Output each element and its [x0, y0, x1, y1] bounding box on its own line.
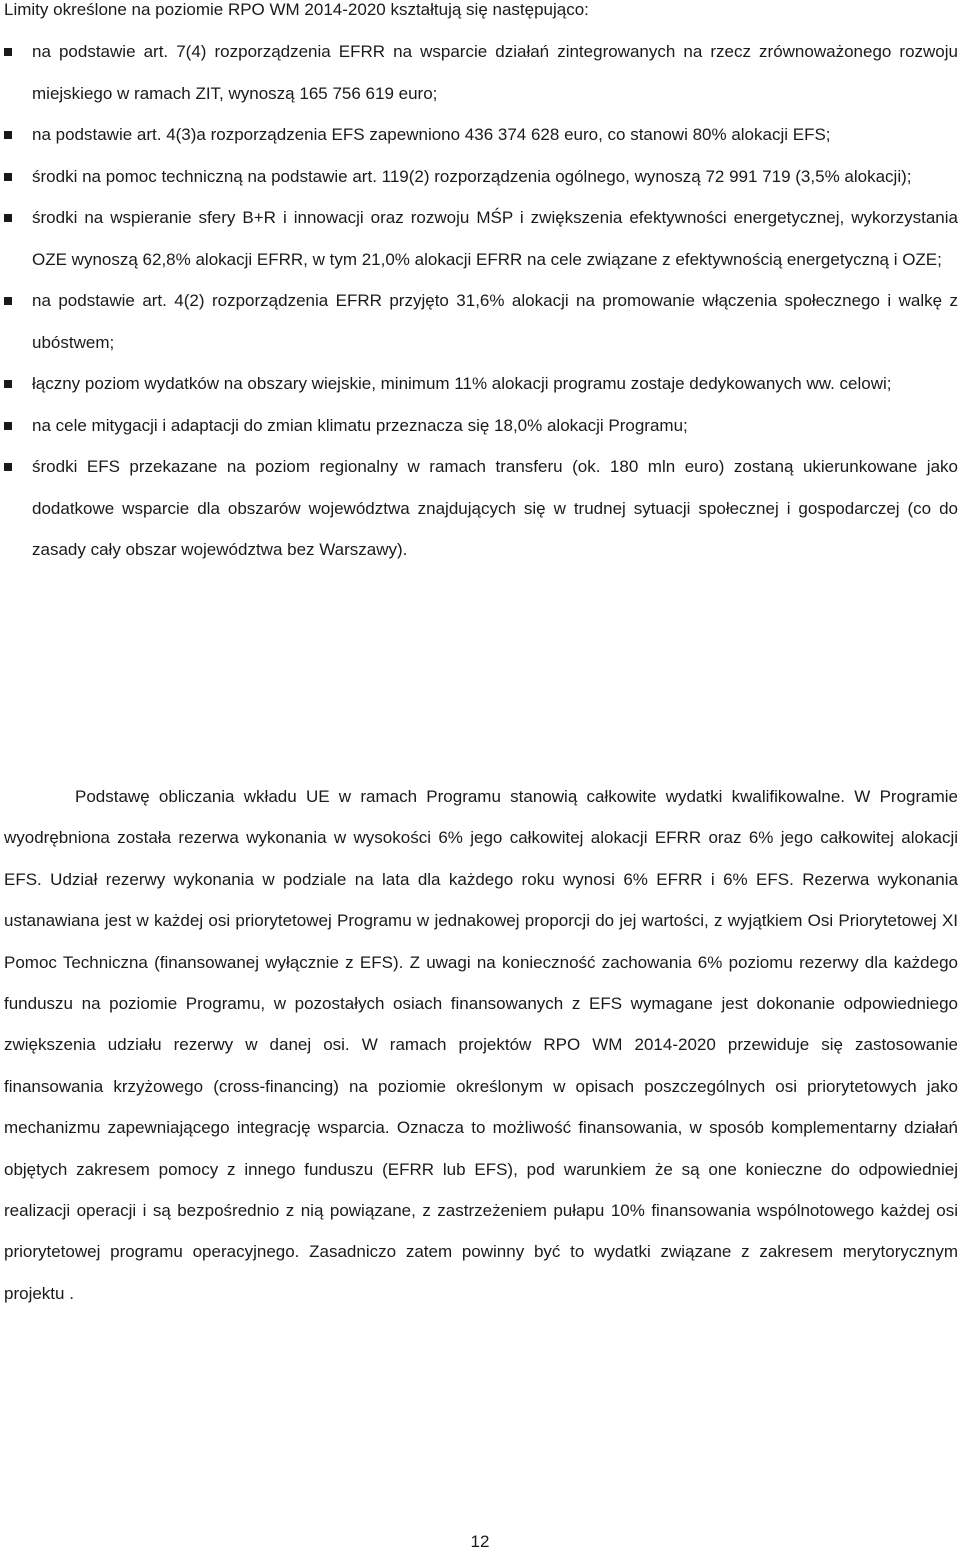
list-item-text: na podstawie art. 7(4) rozporządzenia EFRR na wsparcie działań zintegrowanych na rzecz zrównoważonego rozwoju miejskiego w ramach ZIT, wynoszą 165 756 619 euro; [32, 42, 958, 103]
list-item-text: na podstawie art. 4(3)a rozporządzenia EFS zapewniono 436 374 628 euro, co stanowi 80% alokacji EFS; [32, 125, 831, 144]
list-item [0, 31, 958, 114]
list-item [0, 280, 958, 363]
square-bullet-icon [4, 131, 12, 139]
square-bullet-icon [4, 297, 12, 305]
list-item-text: środki na pomoc techniczną na podstawie art. 119(2) rozporządzenia ogólnego, wynoszą 72 991 719 (3,5% alokacji); [32, 166, 912, 186]
body-paragraph: Podstawę obliczania wkładu UE w ramach Programu stanowią całkowite wydatki kwalifikowalne. W Programie wyodrębniona została rezerwa wykonania w wysokości 6% jego całkowitej alokacji EFRR oraz 6% jego całkowitej alokacji EFS. Udział rezerwy wykonania w podziale na lata dla każdego roku wynosi 6% EFRR i 6% EFS. Rezerwa wykonania ustanawiana jest w każdej osi priorytetowej Programu w jednakowej proporcji do jej wartości, z wyjątkiem Osi Priorytetowej XI Pomoc Techniczna (finansowanej wyłącznie z EFS). Z uwagi na konieczność zachowania 6% poziomu rezerwy dla każdego funduszu na poziomie Programu, w pozostałych osiach finansowanych z EFS wymagane jest dokonanie odpowiedniego zwiększenia udziału rezerwy w danej osi. W ramach projektów RPO WM 2014-2020 przewiduje się zastosowanie finansowania krzyżowego (cross-financing) na poziomie określonym w opisach poszczególnych osi priorytetowych jako mechanizmu zapewniającego integrację wsparcia. Oznacza to możliwość finansowania, w sposób komplementarny działań objętych zakresem pomocy z innego funduszu (EFRR lub EFS), pod warunkiem że są one konieczne do odpowiedniej realizacji operacji i są bezpośrednio z nią powiązane, z zastrzeżeniem pułapu 10% finansowania wspólnotowego każdej osi priorytetowej programu operacyjnego. Zasadniczo zatem powinny być to wydatki związane z zakresem merytorycznym projektu . [4, 787, 958, 1303]
list-item-text: środki EFS przekazane na poziom regionalny w ramach transferu (ok. 180 mln euro) zostaną ukierunkowane jako dodatkowe wsparcie dla obszarów województwa znajdujących się w trudnej sytuacji społecznej i gospodarczej (co do zasady cały obszar województwa bez Warszawy). [32, 457, 958, 559]
list-item [0, 156, 958, 198]
square-bullet-icon [4, 214, 12, 222]
square-bullet-icon [4, 380, 12, 388]
page-number: 12 [470, 1532, 490, 1551]
list-item [0, 446, 958, 571]
square-bullet-icon [4, 173, 12, 181]
list-item-text: na cele mitygacji i adaptacji do zmian klimatu przeznacza się 18,0% alokacji Programu; [32, 415, 688, 435]
list-item-text: środki na wspieranie sfery B+R i innowacji oraz rozwoju MŚP i zwiększenia efektywności energetycznej, wykorzystania OZE wynoszą 62,8% alokacji EFRR, w tym 21,0% alokacji EFRR na cele związane z efektywnością energetyczną i OZE; [32, 208, 958, 269]
list-item [0, 114, 958, 156]
list-item-text: na podstawie art. 4(2) rozporządzenia EFRR przyjęto 31,6% alokacji na promowanie włączenia społecznego i walkę z ubóstwem; [32, 291, 958, 352]
limits-list [0, 31, 958, 571]
intro-text: Limity określone na poziomie RPO WM 2014-2020 kształtują się następująco: [4, 0, 589, 19]
square-bullet-icon [4, 422, 12, 430]
list-item [0, 363, 958, 405]
list-item [0, 405, 958, 447]
list-item-text: łączny poziom wydatków na obszary wiejskie, minimum 11% alokacji programu zostaje dedykowanych ww. celowi; [32, 374, 892, 393]
list-item [0, 197, 958, 280]
square-bullet-icon [4, 48, 12, 56]
square-bullet-icon [4, 463, 12, 471]
